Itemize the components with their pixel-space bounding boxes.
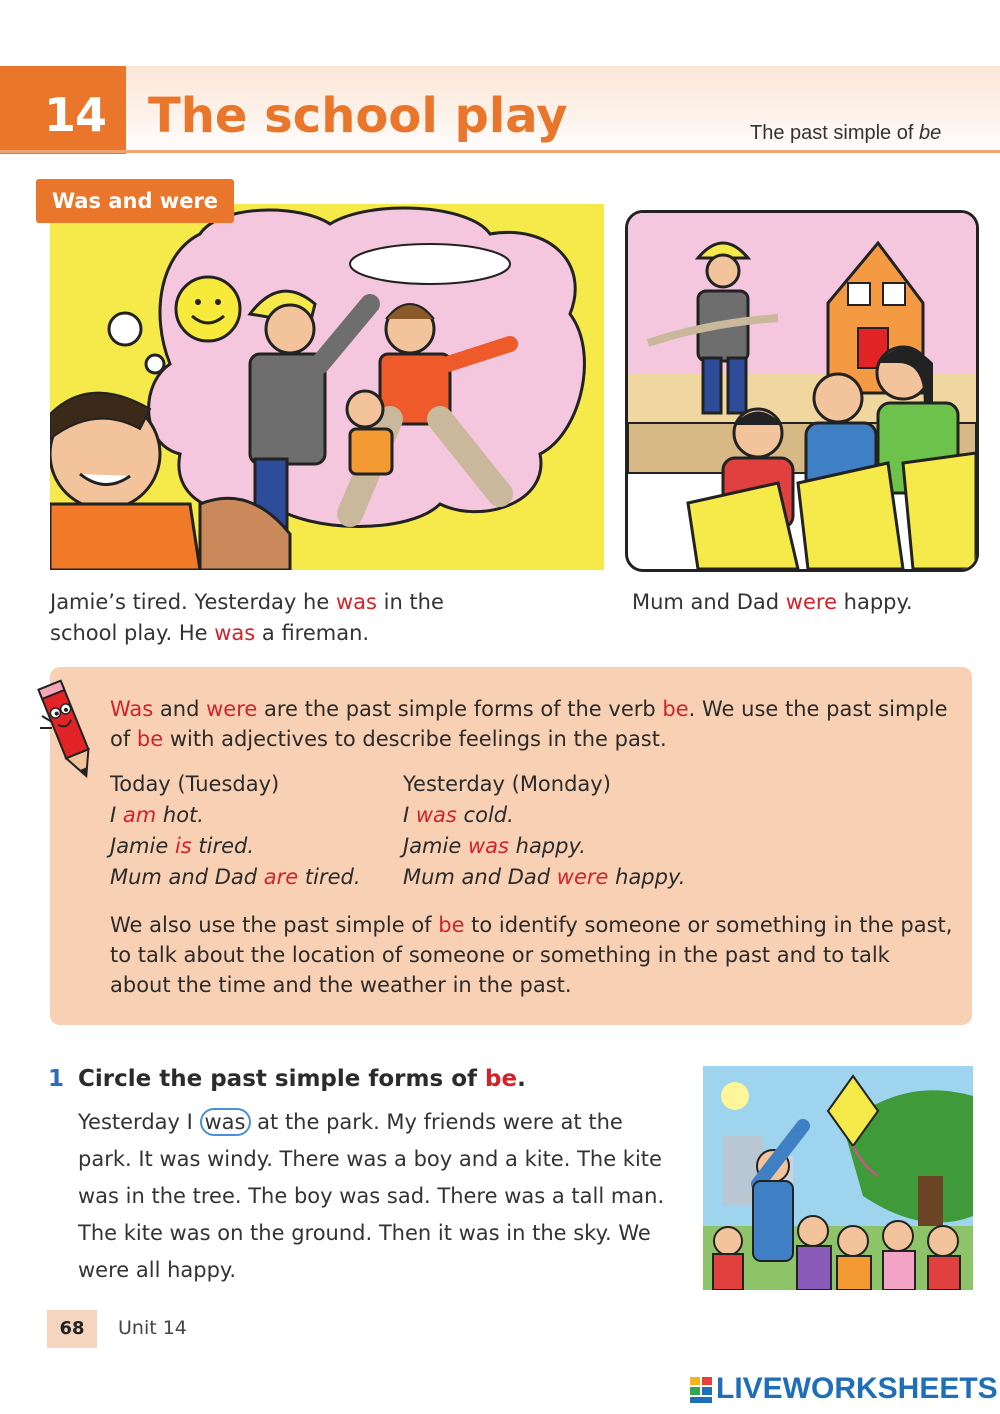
text-segment: happy. — [508, 834, 586, 858]
highlighted-word: were — [785, 590, 837, 614]
text-segment: with adjectives to describe feelings in the past. — [163, 727, 667, 751]
section-tab-was-and-were: Was and were — [36, 179, 234, 223]
pencil-mascot-icon — [36, 676, 98, 786]
today-example-line — [110, 800, 400, 831]
yesterday-heading: Yesterday (Monday) — [403, 772, 611, 796]
liveworksheets-logo-icon — [690, 1374, 712, 1406]
jamie-dreaming-drawing — [50, 204, 604, 570]
yesterday-example-line — [403, 862, 803, 893]
text-segment: . We use the past simple of — [110, 697, 948, 751]
instruction-emphasis: be — [485, 1066, 518, 1092]
passage-rest: at the park. My friends were at the park. It was windy. There was a boy and a kite. The kite was in the tree. The boy was sad. There was a tall man. The kite was on the ground. Then it was in the sky. We were all happy. — [78, 1110, 665, 1282]
subtitle-emphasis: be — [918, 122, 942, 144]
text-segment: in the school play. He — [50, 590, 444, 645]
text-segment: hot. — [156, 803, 204, 827]
highlighted-word: were — [556, 865, 609, 889]
school-play-drawing — [628, 213, 976, 569]
highlighted-word: are — [263, 865, 299, 889]
instruction-text: Circle the past simple forms of — [78, 1066, 486, 1092]
text-segment: Mum and Dad — [403, 865, 557, 889]
highlighted-word: was — [415, 803, 457, 827]
highlighted-word: were — [206, 697, 258, 721]
page-title: The school play — [148, 88, 568, 144]
yesterday-examples — [403, 800, 803, 893]
today-example-line — [110, 831, 400, 862]
text-segment: Jamie — [403, 834, 468, 858]
text-segment: I — [403, 803, 416, 827]
exercise-passage — [78, 1104, 678, 1289]
text-segment: tired. — [298, 865, 361, 889]
highlighted-word: was — [467, 834, 509, 858]
page-number: 68 — [59, 1318, 85, 1339]
text-segment: tired. — [191, 834, 255, 858]
text-segment: cold. — [456, 803, 514, 827]
examples-today-column — [110, 769, 400, 893]
grammar-intro-text — [110, 694, 950, 754]
instruction-end: . — [517, 1066, 526, 1092]
text-segment: I — [110, 803, 123, 827]
examples-yesterday-column — [403, 769, 803, 893]
text-segment: happy. — [608, 865, 686, 889]
text-segment: We also use the past simple of — [110, 913, 439, 937]
park-kite-drawing — [703, 1066, 973, 1290]
today-example-line — [110, 862, 400, 893]
liveworksheets-brand: LIVEWORKSHEETS — [716, 1372, 998, 1405]
caption-jamie — [50, 587, 500, 649]
text-segment: Jamie — [110, 834, 175, 858]
text-segment: happy. — [836, 590, 913, 614]
circled-answer-was[interactable]: was — [200, 1108, 251, 1136]
subtitle-text: The past simple of — [750, 122, 919, 144]
passage-start: Yesterday I — [78, 1110, 200, 1134]
page-subtitle — [750, 122, 941, 145]
text-segment: Mum and Dad — [632, 590, 786, 614]
text-segment: and — [153, 697, 207, 721]
highlighted-word: be — [438, 913, 465, 937]
illustration-school-play-audience — [625, 210, 979, 572]
illustration-park-kite — [703, 1066, 973, 1290]
highlighted-word: be — [136, 727, 164, 751]
exercise-instruction — [78, 1066, 526, 1092]
yesterday-example-line — [403, 800, 803, 831]
highlighted-word: be — [662, 697, 689, 721]
today-heading: Today (Tuesday) — [110, 772, 280, 796]
header-divider — [0, 150, 1000, 153]
text-segment: to identify someone or something in the past, to talk about the location of someone or something in the past and to talk about the time and the weather in the past. — [110, 913, 953, 997]
yesterday-example-line — [403, 831, 803, 862]
text-segment: Jamie’s tired. Yesterday he — [50, 590, 336, 614]
grammar-note-text — [110, 910, 955, 1000]
text-segment: a fireman. — [255, 621, 370, 645]
highlighted-word: was — [335, 590, 377, 614]
today-examples — [110, 800, 400, 893]
exercise-number: 1 — [48, 1066, 65, 1092]
highlighted-word: am — [122, 803, 157, 827]
text-segment: Mum and Dad — [110, 865, 264, 889]
illustration-jamie-dreaming — [50, 204, 604, 570]
highlighted-word: is — [174, 834, 192, 858]
caption-mum-and-dad — [632, 587, 972, 618]
highlighted-word: was — [214, 621, 256, 645]
highlighted-word: Was — [110, 697, 154, 721]
text-segment: are the past simple forms of the verb — [257, 697, 663, 721]
footer-unit-label: Unit 14 — [118, 1317, 187, 1339]
unit-number: 14 — [44, 88, 107, 142]
